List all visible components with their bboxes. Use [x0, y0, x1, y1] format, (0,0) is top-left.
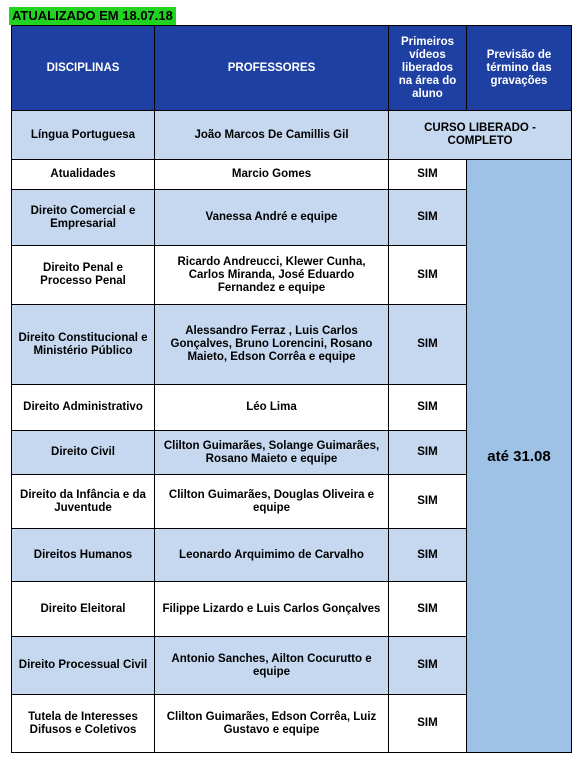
- professores-cell: Antonio Sanches, Ailton Cocurutto e equipe: [155, 637, 389, 695]
- videos-cell: SIM: [389, 160, 467, 190]
- professores-cell: Filippe Lizardo e Luis Carlos Gonçalves: [155, 582, 389, 637]
- updated-badge: ATUALIZADO EM 18.07.18: [9, 7, 176, 25]
- disciplina-cell: Direito Constitucional e Ministério Público: [12, 305, 155, 385]
- course-status-cell: CURSO LIBERADO - COMPLETO: [389, 111, 572, 160]
- disciplina-cell: Direito Eleitoral: [12, 582, 155, 637]
- videos-cell: SIM: [389, 695, 467, 753]
- professores-cell: João Marcos De Camillis Gil: [155, 111, 389, 160]
- videos-cell: SIM: [389, 246, 467, 305]
- professores-cell: Alessandro Ferraz , Luis Carlos Gonçalves, Bruno Lorencini, Rosano Maieto, Edson Corrêa e equipe: [155, 305, 389, 385]
- videos-cell: SIM: [389, 190, 467, 246]
- videos-cell: SIM: [389, 582, 467, 637]
- disciplina-cell: Língua Portuguesa: [12, 111, 155, 160]
- disciplina-cell: Atualidades: [12, 160, 155, 190]
- professores-cell: Marcio Gomes: [155, 160, 389, 190]
- table-row: [12, 160, 572, 190]
- professores-cell: Léo Lima: [155, 385, 389, 431]
- videos-cell: SIM: [389, 637, 467, 695]
- videos-cell: SIM: [389, 475, 467, 529]
- header-videos: Primeiros vídeos liberados na área do aluno: [389, 26, 467, 111]
- disciplina-cell: Tutela de Interesses Difusos e Coletivos: [12, 695, 155, 753]
- professores-cell: Leonardo Arquimimo de Carvalho: [155, 529, 389, 582]
- videos-cell: SIM: [389, 431, 467, 475]
- disciplina-cell: Direito Administrativo: [12, 385, 155, 431]
- professores-cell: Ricardo Andreucci, Klewer Cunha, Carlos Miranda, José Eduardo Fernandez e equipe: [155, 246, 389, 305]
- videos-cell: SIM: [389, 529, 467, 582]
- deadline-cell: até 31.08: [467, 160, 572, 753]
- disciplina-cell: Direitos Humanos: [12, 529, 155, 582]
- disciplina-cell: Direito Comercial e Empresarial: [12, 190, 155, 246]
- course-schedule-table: [11, 25, 572, 753]
- professores-cell: Clilton Guimarães, Edson Corrêa, Luiz Gustavo e equipe: [155, 695, 389, 753]
- table-row: [12, 111, 572, 160]
- videos-cell: SIM: [389, 385, 467, 431]
- header-previsao: Previsão de término das gravações: [467, 26, 572, 111]
- disciplina-cell: Direito da Infância e da Juventude: [12, 475, 155, 529]
- header-disciplinas: DISCIPLINAS: [12, 26, 155, 111]
- disciplina-cell: Direito Civil: [12, 431, 155, 475]
- header-professores: PROFESSORES: [155, 26, 389, 111]
- disciplina-cell: Direito Processual Civil: [12, 637, 155, 695]
- videos-cell: SIM: [389, 305, 467, 385]
- professores-cell: Clilton Guimarães, Douglas Oliveira e equipe: [155, 475, 389, 529]
- professores-cell: Clilton Guimarães, Solange Guimarães, Rosano Maieto e equipe: [155, 431, 389, 475]
- disciplina-cell: Direito Penal e Processo Penal: [12, 246, 155, 305]
- professores-cell: Vanessa André e equipe: [155, 190, 389, 246]
